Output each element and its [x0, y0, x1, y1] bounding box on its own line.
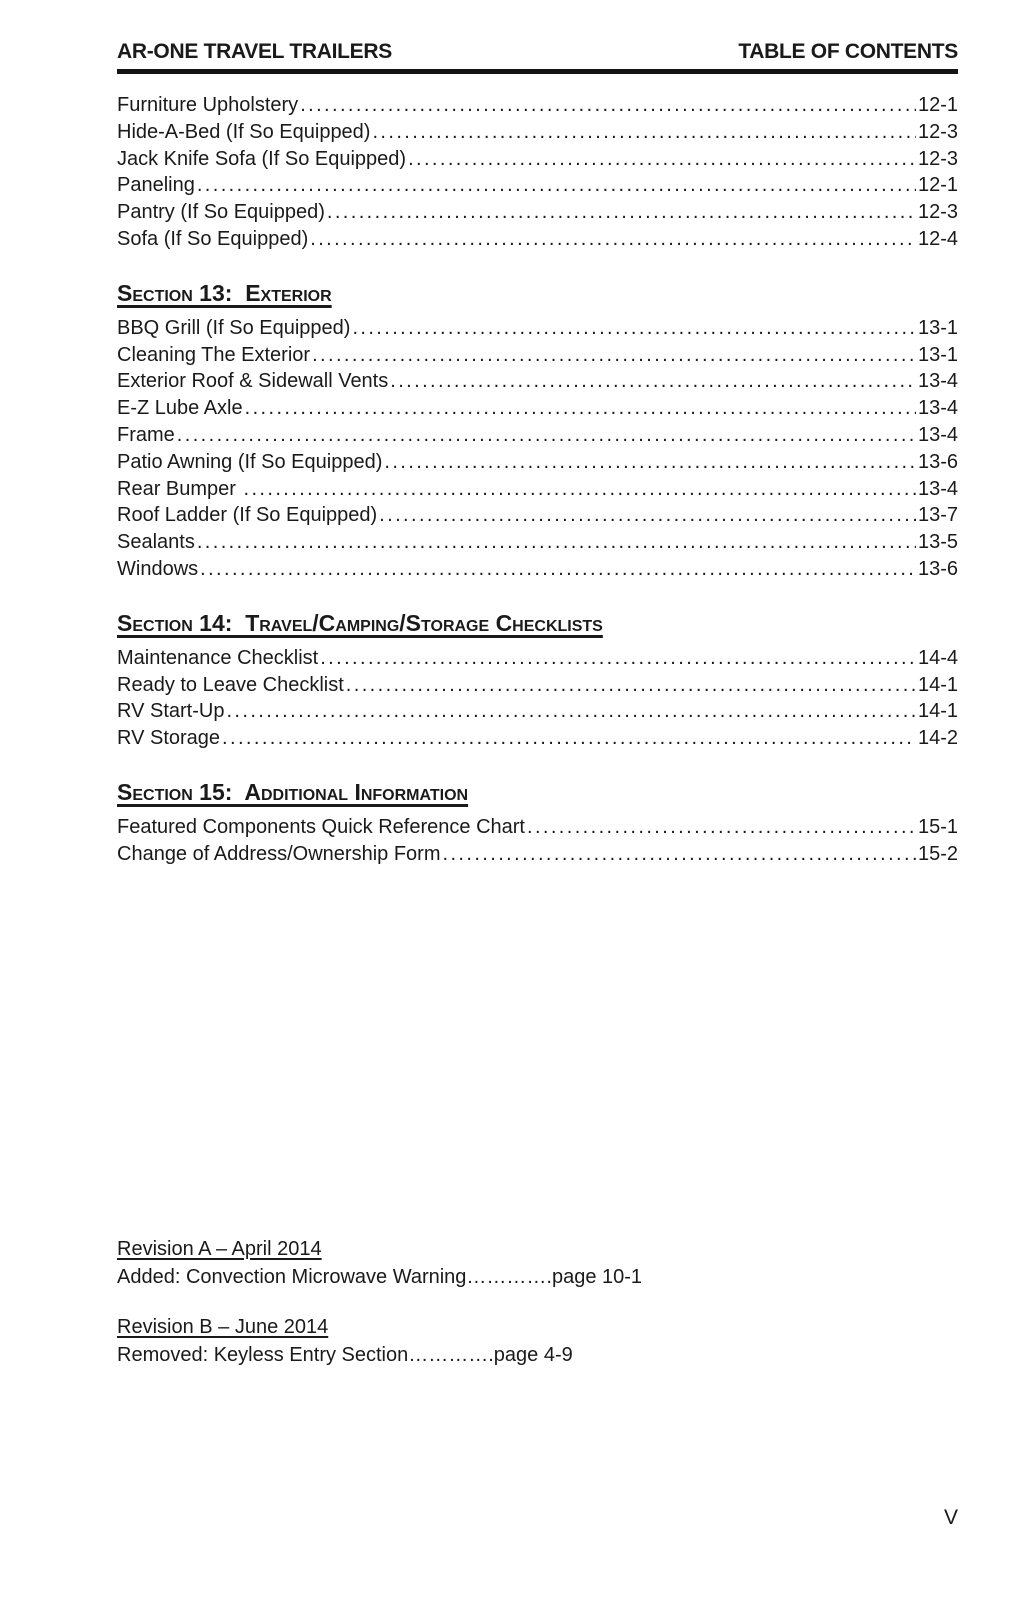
toc-entry-row [117, 556, 958, 583]
dot-leader [408, 146, 916, 173]
table-of-contents [117, 92, 958, 868]
toc-section-14 [117, 608, 958, 752]
toc-entry-page: 12-3 [917, 147, 958, 170]
toc-entry-row [117, 92, 958, 119]
dot-leader [200, 556, 916, 583]
toc-entry-page: 12-1 [917, 174, 958, 197]
dot-leader [352, 315, 916, 342]
dot-leader [384, 449, 916, 476]
toc-entry-page: 14-1 [917, 673, 958, 696]
dot-leader [443, 841, 916, 868]
toc-entry-title: Pantry (If So Equipped) [117, 201, 325, 224]
dot-leader [310, 226, 916, 253]
toc-entry-page: 14-4 [917, 646, 958, 669]
header-right-title: TABLE OF CONTENTS [738, 40, 958, 63]
toc-entry-row [117, 226, 958, 253]
toc-entry-title: Paneling [117, 174, 195, 197]
toc-section-13 [117, 278, 958, 583]
dot-leader [372, 119, 916, 146]
toc-entries-15 [117, 814, 958, 868]
toc-entry-title: Maintenance Checklist [117, 646, 319, 669]
toc-entry-title: Furniture Upholstery [117, 94, 299, 116]
dot-leader [177, 422, 916, 449]
document-header [117, 40, 958, 74]
dot-leader [320, 645, 916, 672]
toc-entry-title: RV Storage [117, 727, 221, 750]
page-number: V [943, 1506, 958, 1529]
section-13-heading: Section 13: Exterior [117, 279, 332, 306]
section-15-heading: Section 15: Additional Information [117, 778, 469, 805]
toc-entry-row [117, 395, 958, 422]
toc-entry-page: 12-1 [917, 94, 958, 116]
toc-entry-row [117, 315, 958, 342]
toc-section-12 [117, 92, 958, 253]
toc-entry-title: E-Z Lube Axle [117, 397, 243, 420]
revision-a-detail: Added: Convection Microwave Warning………….page 10-1 [117, 1265, 643, 1288]
dot-leader [379, 502, 916, 529]
toc-entries-14 [117, 645, 958, 752]
toc-entry-row [117, 841, 958, 868]
toc-entry-title: Sealants [117, 531, 195, 554]
toc-entry-row [117, 449, 958, 476]
toc-entry-row [117, 199, 958, 226]
toc-entry-row [117, 725, 958, 752]
dot-leader [300, 92, 916, 119]
toc-entry-title: Exterior Roof & Sidewall Vents [117, 370, 389, 393]
dot-leader [527, 814, 916, 841]
toc-entry-row [117, 502, 958, 529]
page-content [117, 40, 958, 868]
toc-entry-title: Windows [117, 557, 199, 580]
toc-entry-page: 13-4 [917, 397, 958, 420]
revision-a-heading: Revision A – April 2014 [117, 1238, 322, 1260]
toc-entry-page: 14-1 [917, 700, 958, 723]
dot-leader [390, 368, 916, 395]
dot-leader [197, 529, 916, 556]
toc-entry-page: 12-3 [917, 120, 958, 143]
toc-entry-title: Change of Address/Ownership Form [117, 842, 441, 865]
toc-entry-title: Featured Components Quick Reference Chart [117, 815, 525, 838]
dot-leader [346, 672, 916, 699]
dot-leader [222, 725, 916, 752]
toc-entry-page: 13-6 [917, 557, 958, 580]
toc-entry-title: Hide-A-Bed (If So Equipped) [117, 120, 371, 143]
toc-entry-page: 15-1 [917, 815, 958, 838]
toc-entry-page: 13-7 [917, 504, 958, 527]
toc-entry-title: Rear Bumper [117, 477, 242, 500]
toc-entry-page: 12-4 [917, 227, 958, 250]
dot-leader [245, 395, 916, 422]
dot-leader [197, 172, 916, 199]
toc-entry-row [117, 368, 958, 395]
toc-entry-row [117, 146, 958, 173]
toc-entry-row [117, 645, 958, 672]
toc-entry-page: 14-2 [917, 727, 958, 750]
toc-entry-row [117, 119, 958, 146]
toc-entry-row [117, 172, 958, 199]
revision-b-detail: Removed: Keyless Entry Section………….page 4-9 [117, 1343, 573, 1366]
revision-b-block [117, 1314, 958, 1369]
toc-entry-page: 13-4 [917, 370, 958, 393]
toc-entry-page: 13-4 [917, 477, 958, 500]
toc-entry-title: Patio Awning (If So Equipped) [117, 450, 383, 473]
toc-entry-row [117, 476, 958, 503]
toc-entry-page: 13-1 [917, 316, 958, 339]
toc-entry-title: Roof Ladder (If So Equipped) [117, 504, 378, 527]
toc-entry-title: Frame [117, 423, 175, 446]
dot-leader [226, 698, 916, 725]
toc-entry-row [117, 814, 958, 841]
toc-entry-row [117, 422, 958, 449]
revision-notes [117, 1236, 958, 1369]
toc-entry-title: RV Start-Up [117, 700, 225, 723]
toc-entry-row [117, 342, 958, 369]
toc-entry-page: 13-5 [917, 531, 958, 554]
toc-entry-row [117, 529, 958, 556]
toc-entry-page: 15-2 [917, 842, 958, 865]
header-left-title: AR-ONE TRAVEL TRAILERS [117, 40, 392, 63]
dot-leader [312, 342, 916, 369]
toc-entry-row [117, 672, 958, 699]
toc-entry-title: BBQ Grill (If So Equipped) [117, 316, 351, 339]
dot-leader [244, 476, 916, 503]
toc-entry-title: Cleaning The Exterior [117, 343, 311, 366]
revision-b-heading: Revision B – June 2014 [117, 1316, 329, 1338]
toc-entries-12 [117, 92, 958, 253]
toc-section-15 [117, 777, 958, 868]
toc-entry-title: Jack Knife Sofa (If So Equipped) [117, 147, 407, 170]
toc-entry-page: 13-1 [917, 343, 958, 366]
toc-entry-page: 12-3 [917, 201, 958, 224]
toc-entries-13 [117, 315, 958, 583]
dot-leader [327, 199, 916, 226]
toc-entry-page: 13-4 [917, 423, 958, 446]
section-14-heading: Section 14: Travel/Camping/Storage Checklists [117, 609, 603, 636]
toc-entry-page: 13-6 [917, 450, 958, 473]
toc-entry-title: Ready to Leave Checklist [117, 673, 344, 696]
toc-entry-row [117, 698, 958, 725]
toc-entry-title: Sofa (If So Equipped) [117, 227, 309, 250]
revision-a-block [117, 1236, 958, 1291]
